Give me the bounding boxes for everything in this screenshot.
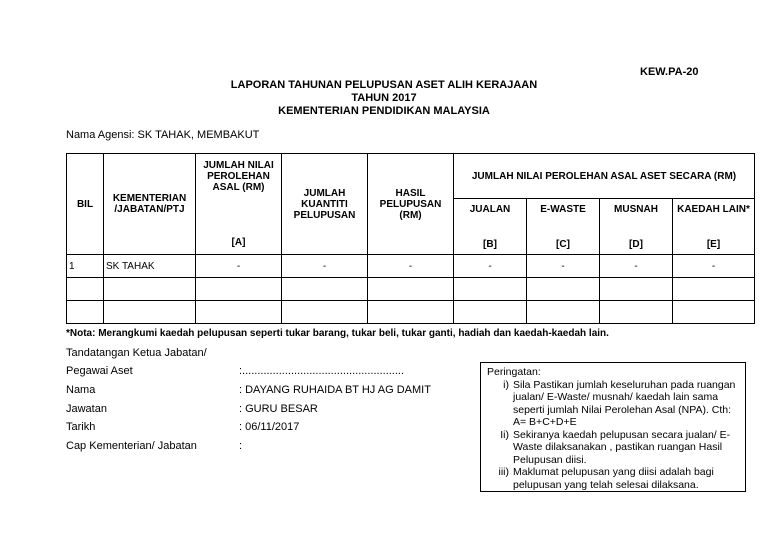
label-tarikh: Tarikh: [66, 421, 96, 433]
label-nama: Nama: [66, 384, 96, 396]
warning-title: Peringatan:: [487, 366, 541, 378]
cell-a: -: [196, 255, 282, 278]
header-jualan-code: [B]: [483, 238, 497, 250]
header-musnah: [600, 199, 673, 255]
cell-b: [454, 278, 527, 301]
warning-item-number: Ii): [500, 428, 509, 441]
disposal-table: [66, 153, 755, 324]
warning-box: [480, 362, 746, 492]
table-row: [67, 278, 755, 301]
header-jualan-label: JUALAN: [469, 203, 511, 215]
warning-item-number: iii): [498, 466, 509, 478]
cell-e: -: [673, 255, 755, 278]
cell-bil: 1: [67, 255, 104, 278]
cell-qty: [282, 301, 368, 324]
header-musnah-label: MUSNAH: [614, 203, 658, 215]
form-code: KEW.PA-20: [640, 66, 699, 78]
cell-qty: [282, 278, 368, 301]
cell-bil: [67, 301, 104, 324]
warning-item-text: Maklumat pelupusan yang diisi adalah bagi pelupusan yang telah selesai dilaksana.: [513, 466, 714, 491]
cell-bil: [67, 278, 104, 301]
warning-item-number: i): [503, 378, 509, 391]
header-jumlah-kuantiti: JUMLAH KUANTITI PELUPUSAN: [282, 154, 368, 255]
header-jumlah-nilai-code: [A]: [231, 237, 246, 248]
value-nama: : DAYANG RUHAIDA BT HJ AG DAMIT: [239, 384, 431, 396]
warning-item-text: Sila Pastikan jumlah keseluruhan pada ruangan jualan/ E-Waste/ musnah/ kaedah lain sama seperti jumlah Nilai Perolehan Asal (NPA). Cth: A= B+C+D+E: [513, 378, 736, 428]
table-row: [67, 301, 755, 324]
cell-c: [527, 301, 600, 324]
cell-d: [600, 278, 673, 301]
warning-item-text: Sekiranya kaedah pelupusan secara jualan/ E-Waste dilaksanakan , pastikan ruangan Hasil Pelupusan diisi.: [513, 428, 731, 466]
agency-name: Nama Agensi: SK TAHAK, MEMBAKUT: [66, 129, 260, 141]
header-kementerian: KEMENTERIAN /JABATAN/PTJ: [104, 154, 196, 255]
cell-d: -: [600, 255, 673, 278]
cell-hasil: [368, 301, 454, 324]
cell-d: [600, 301, 673, 324]
cell-e: [673, 301, 755, 324]
header-group: JUMLAH NILAI PEROLEHAN ASAL ASET SECARA (RM): [454, 154, 755, 199]
value-jawatan: : GURU BESAR: [239, 403, 318, 415]
cell-a: [196, 301, 282, 324]
label-jawatan: Jawatan: [66, 403, 107, 415]
table-row: [67, 255, 755, 278]
value-tarikh: : 06/11/2017: [239, 421, 300, 433]
cell-name: [104, 301, 196, 324]
header-ewaste-label: E-WASTE: [540, 203, 586, 215]
header-ewaste: [527, 199, 600, 255]
label-ketua-jabatan: Tandatangan Ketua Jabatan/: [66, 347, 207, 359]
list-item: [487, 466, 739, 491]
label-pegawai-aset: Pegawai Aset: [66, 365, 133, 377]
header-kaedah-code: [E]: [706, 238, 721, 250]
cell-name: SK TAHAK: [104, 255, 196, 278]
cell-c: -: [527, 255, 600, 278]
footnote: *Nota: Merangkumi kaedah pelupusan seperti tukar barang, tukar beli, tukar ganti, hadiah dan kaedah-kaedah lain.: [66, 328, 609, 339]
list-item: [487, 429, 739, 467]
cell-hasil: -: [368, 255, 454, 278]
cell-name: [104, 278, 196, 301]
cell-hasil: [368, 278, 454, 301]
value-cap: :: [239, 440, 243, 452]
cell-qty: -: [282, 255, 368, 278]
header-kaedah-label: KAEDAH LAIN*: [677, 203, 750, 215]
label-cap: Cap Kementerian/ Jabatan: [66, 440, 197, 452]
header-jumlah-nilai-label: JUMLAH NILAI PEROLEHAN ASAL (RM): [203, 160, 274, 193]
warning-list: [487, 379, 739, 492]
cell-e: [673, 278, 755, 301]
header-jumlah-nilai: [196, 154, 282, 255]
cell-b: [454, 301, 527, 324]
report-year: TAHUN 2017: [351, 92, 417, 104]
ministry-name: KEMENTERIAN PENDIDIKAN MALAYSIA: [278, 105, 490, 117]
cell-c: [527, 278, 600, 301]
value-signature-line: :.....................................................: [239, 365, 405, 377]
report-titles: [0, 79, 768, 118]
report-title: LAPORAN TAHUNAN PELUPUSAN ASET ALIH KERAJAAN: [230, 79, 538, 91]
header-bil: BIL: [67, 154, 104, 255]
cell-a: [196, 278, 282, 301]
header-ewaste-code: [C]: [556, 238, 570, 250]
list-item: [487, 379, 739, 429]
header-jualan: [454, 199, 527, 255]
header-musnah-code: [D]: [629, 238, 643, 250]
cell-b: -: [454, 255, 527, 278]
header-hasil: HASIL PELUPUSAN (RM): [368, 154, 454, 255]
header-kaedah: [673, 199, 755, 255]
